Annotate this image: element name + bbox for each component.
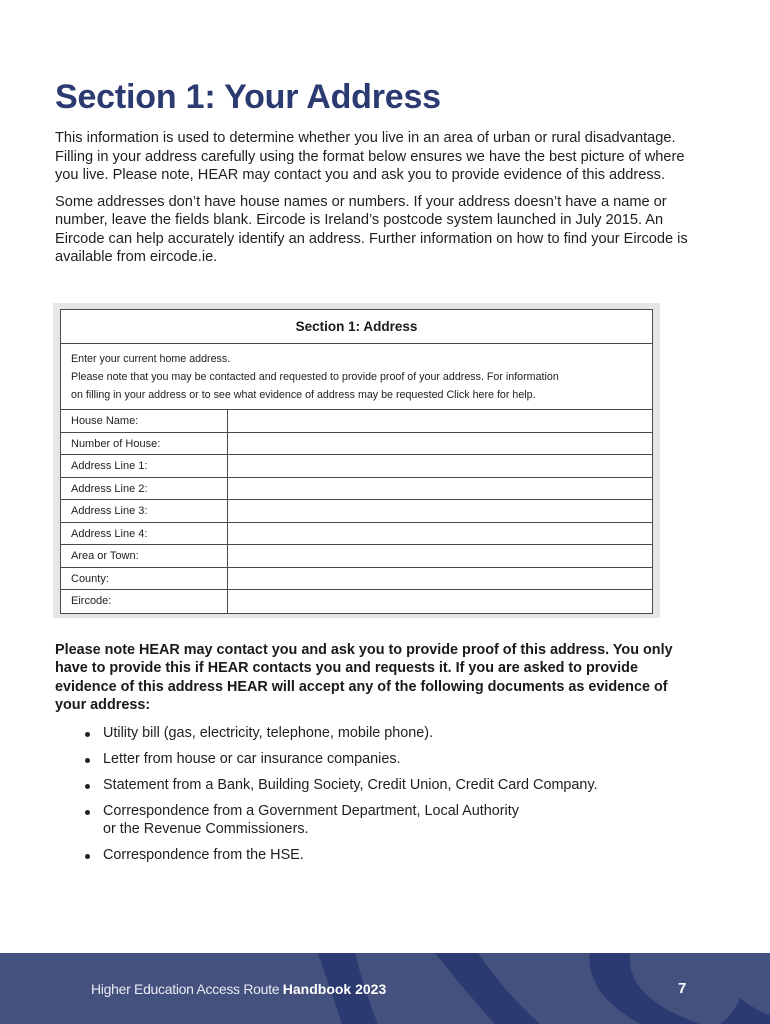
house-name-input[interactable] — [228, 410, 652, 432]
form-row-address-line-1 — [61, 455, 652, 478]
eircode-input[interactable] — [228, 590, 652, 613]
footer-title-bold: Handbook 2023 — [282, 981, 387, 997]
form-row-county — [61, 568, 652, 591]
address-line-2-input[interactable] — [228, 478, 652, 500]
form-row-eircode — [61, 590, 652, 613]
field-label: Address Line 2: — [61, 478, 228, 500]
form-row-house-name — [61, 410, 652, 433]
list-item-text: or the Revenue Commissioners. — [103, 820, 309, 837]
house-number-input[interactable] — [228, 433, 652, 455]
instruction-line: Please note that you may be contacted and requested to provide proof of your address. For information — [71, 371, 559, 383]
address-line-4-input[interactable] — [228, 523, 652, 545]
intro-paragraph: Some addresses don’t have house names or numbers. If your address doesn’t have a name or number, leave the fields blank. Eircode is Ireland’s postcode system launched in July 2015. An Eircode can help accurately identify an address. Further information on how to find your Eircode is available from eircode.ie. — [55, 193, 688, 265]
field-label: County: — [61, 568, 228, 590]
list-item-text: Statement from a Bank, Building Society, Credit Union, Credit Card Company. — [103, 777, 598, 794]
field-label: Address Line 3: — [61, 500, 228, 522]
field-label: Address Line 1: — [61, 455, 228, 477]
bullet-icon — [85, 854, 90, 859]
form-row-address-line-3 — [61, 500, 652, 523]
list-item-text: Correspondence from the HSE. — [103, 846, 304, 863]
form-row-area-town — [61, 545, 652, 568]
field-label: Eircode: — [61, 590, 228, 613]
bullet-icon — [85, 810, 90, 815]
form-instructions — [61, 344, 652, 410]
bullet-icon — [85, 732, 90, 737]
list-item — [80, 777, 700, 795]
form-row-address-line-2 — [61, 478, 652, 501]
field-label: Number of House: — [61, 433, 228, 455]
list-item-text: Correspondence from a Government Department, Local Authority — [103, 803, 519, 820]
county-input[interactable] — [228, 568, 652, 590]
field-label: Area or Town: — [61, 545, 228, 567]
bullet-icon — [85, 784, 90, 789]
footer-title — [91, 981, 386, 997]
intro-paragraph: This information is used to determine whether you live in an area of urban or rural disadvantage. Filling in your address carefully using the format below ensures we have the best picture of where you live. Please note, HEAR may contact you and ask you to provide evidence of this address. — [55, 130, 685, 183]
form-header: Section 1: Address — [61, 310, 652, 344]
address-line-3-input[interactable] — [228, 500, 652, 522]
help-link-line[interactable]: on filling in your address or to see what evidence of address may be requested Click here for help. — [71, 389, 536, 401]
page-number: 7 — [678, 980, 687, 997]
list-item — [80, 725, 700, 743]
page-footer — [0, 953, 770, 1024]
field-label: House Name: — [61, 410, 228, 432]
footer-title-regular: Higher Education Access Route — [91, 981, 283, 997]
field-label: Address Line 4: — [61, 523, 228, 545]
proof-note: Please note HEAR may contact you and ask you to provide proof of this address. You only have to provide this if HEAR contacts you and requests it. If you are asked to provide evidence of this address HEAR will accept any of the following documents as evidence of your address: — [55, 642, 673, 713]
intro-text — [55, 129, 695, 275]
list-item-text: Letter from house or car insurance companies. — [103, 751, 401, 768]
area-town-input[interactable] — [228, 545, 652, 567]
form-row-address-line-4 — [61, 523, 652, 546]
list-item — [80, 751, 700, 769]
instruction-line: Enter your current home address. — [71, 353, 231, 365]
list-item-text: Utility bill (gas, electricity, telephone, mobile phone). — [103, 725, 434, 741]
list-item — [80, 803, 700, 838]
list-item — [80, 847, 700, 865]
address-form-frame — [53, 303, 660, 618]
address-form — [60, 309, 653, 614]
form-row-house-number — [61, 433, 652, 456]
address-line-1-input[interactable] — [228, 455, 652, 477]
page-title: Section 1: Your Address — [55, 78, 441, 116]
evidence-list — [80, 725, 700, 873]
bullet-icon — [85, 758, 90, 763]
